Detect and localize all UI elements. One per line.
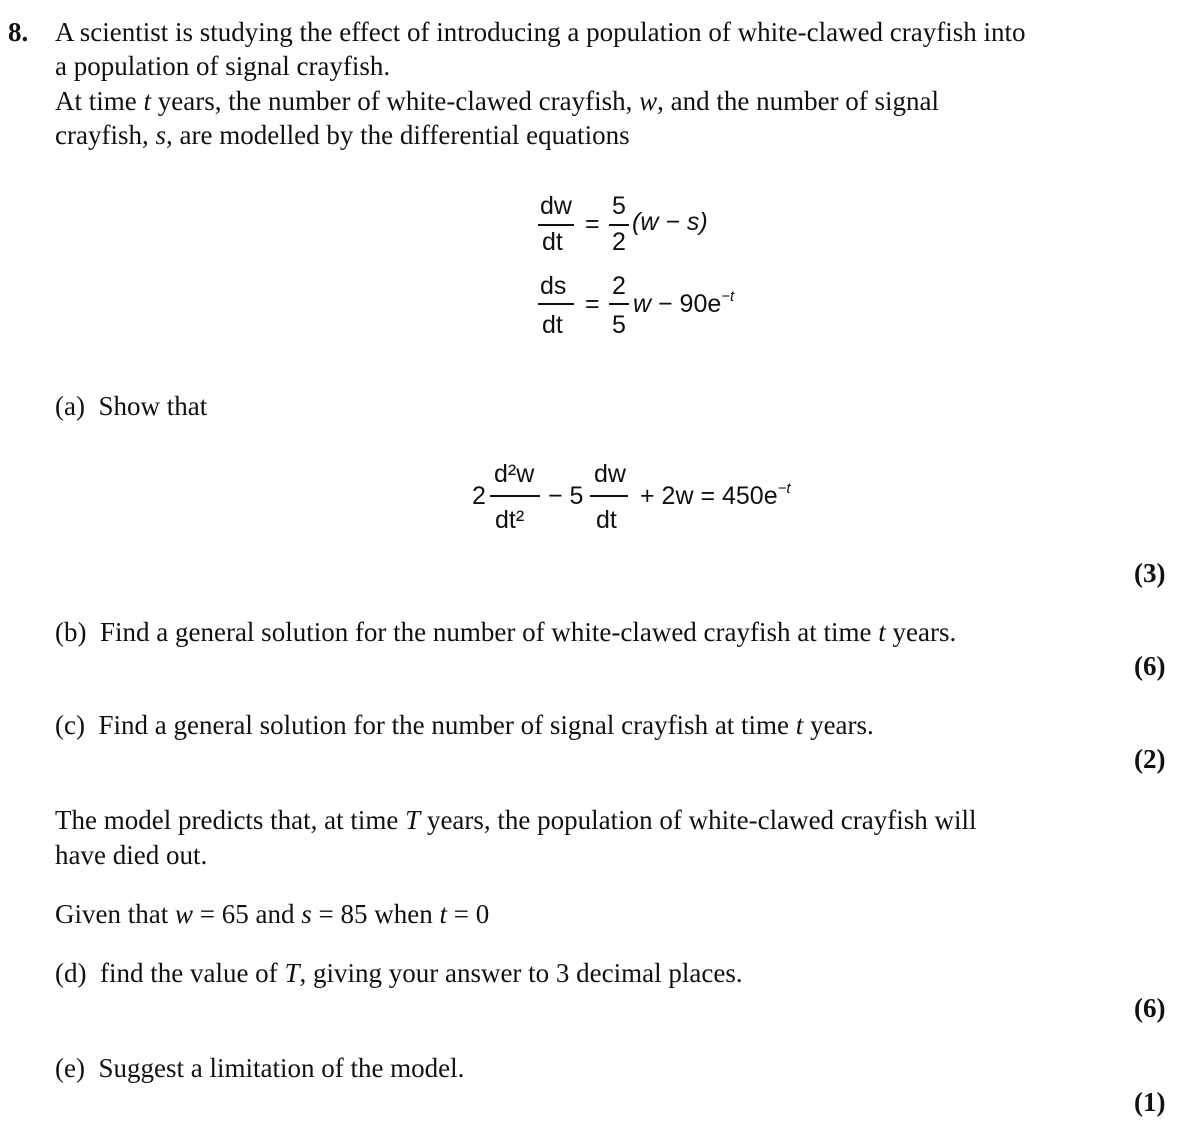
part-b (55, 615, 956, 649)
eq2-coef-numerator: 2 (612, 272, 626, 300)
part-b-marks: (6) (1134, 651, 1166, 681)
eq2-lhs-denominator: dt (542, 311, 563, 339)
part-c-text: Find a general solution for the number of signal crayfish at time (98, 710, 796, 740)
intro-line-2: a population of signal crayfish. (55, 51, 391, 81)
part-a-label: (a) (55, 391, 85, 421)
model-text: years, the population of white-clawed crayfish will (420, 805, 977, 835)
part-d-text: find the value of (99, 958, 285, 988)
part-d (55, 956, 743, 990)
eq2-rhs (633, 287, 735, 319)
var-t: t (439, 899, 447, 929)
show-mid: − 5 (548, 482, 584, 510)
eq1-lhs-denominator: dt (542, 228, 563, 256)
var-w: w (174, 899, 193, 929)
given-text: Given that (55, 899, 175, 929)
model-line-2: have died out. (55, 840, 208, 870)
eq2-coef-denominator: 5 (612, 311, 626, 339)
eq1-rhs: (w − s) (632, 208, 708, 236)
intro-line-3 (55, 84, 939, 118)
var-w: w (639, 86, 658, 116)
question-number: 8. (8, 17, 29, 47)
var-t: t (143, 86, 152, 116)
intro-line-4 (55, 118, 630, 152)
eq2-rhs-exponent: −t (721, 287, 735, 305)
part-e-marks: (1) (1134, 1087, 1166, 1117)
part-a-text: Show that (98, 391, 208, 421)
var-t: t (878, 617, 886, 647)
intro-text: crayfish, (55, 120, 156, 150)
part-e (55, 1051, 464, 1085)
show-rhs-exponent: −t (777, 479, 791, 497)
show-den-1: dt² (495, 506, 525, 534)
eq1-coef-numerator: 5 (612, 192, 626, 220)
var-t: t (795, 710, 804, 740)
part-c (55, 708, 874, 742)
show-num-2: dw (594, 460, 626, 488)
eq2-rhs-rest: − 90e (651, 290, 722, 318)
var-s: s (155, 120, 166, 150)
part-b-text: Find a general solution for the number of white-clawed crayfish at time (99, 617, 879, 647)
eq2-rhs-w: w (633, 290, 652, 318)
given-text: = 85 when (311, 899, 440, 929)
given-text: = 65 and (193, 899, 302, 929)
show-rhs (640, 479, 791, 511)
show-fraction-bar-1 (490, 495, 540, 497)
part-d-marks: (6) (1134, 993, 1166, 1023)
intro-text: years, the number of white-clawed crayfish, (151, 86, 640, 116)
part-d-label: (d) (55, 958, 87, 988)
eq2-coef-fraction-bar (609, 303, 629, 305)
show-fraction-bar-2 (590, 495, 628, 497)
eq1-lhs-numerator: dw (540, 192, 572, 220)
part-e-label: (e) (55, 1053, 85, 1083)
show-num-1: d²w (494, 460, 535, 488)
intro-text: , and the number of signal (657, 86, 940, 116)
show-den-2: dt (596, 506, 617, 534)
eq2-equals: = (585, 290, 600, 318)
eq1-coef-fraction-bar (609, 224, 629, 226)
part-b-text: years. (885, 617, 957, 647)
eq1-coef-denominator: 2 (612, 228, 626, 256)
eq2-lhs-numerator: ds (540, 272, 567, 300)
var-s: s (301, 899, 312, 929)
model-text: The model predicts that, at time (55, 805, 406, 835)
var-T: T (405, 805, 421, 835)
part-c-marks: (2) (1134, 744, 1166, 774)
eq1-equals: = (585, 210, 600, 238)
part-c-text: years. (803, 710, 874, 740)
intro-text: , are modelled by the differential equations (165, 120, 630, 150)
part-b-label: (b) (55, 617, 87, 647)
intro-line-1: A scientist is studying the effect of introducing a population of white-clawed crayfish into (55, 17, 1026, 47)
var-T: T (284, 958, 300, 988)
eq2-lhs-fraction-bar (538, 303, 574, 305)
show-coef-1: 2 (472, 482, 486, 510)
part-d-text: , giving your answer to 3 decimal places. (299, 958, 743, 988)
given-line (55, 897, 489, 931)
model-line-1 (55, 803, 977, 837)
part-c-label: (c) (55, 710, 85, 740)
part-a (55, 389, 207, 423)
part-e-text: Suggest a limitation of the model. (98, 1053, 465, 1083)
given-text: = 0 (446, 899, 490, 929)
eq1-lhs-fraction-bar (538, 224, 574, 226)
intro-text: At time (55, 86, 144, 116)
show-rhs-text: + 2w = 450e (640, 482, 778, 510)
part-a-marks: (3) (1134, 558, 1166, 588)
